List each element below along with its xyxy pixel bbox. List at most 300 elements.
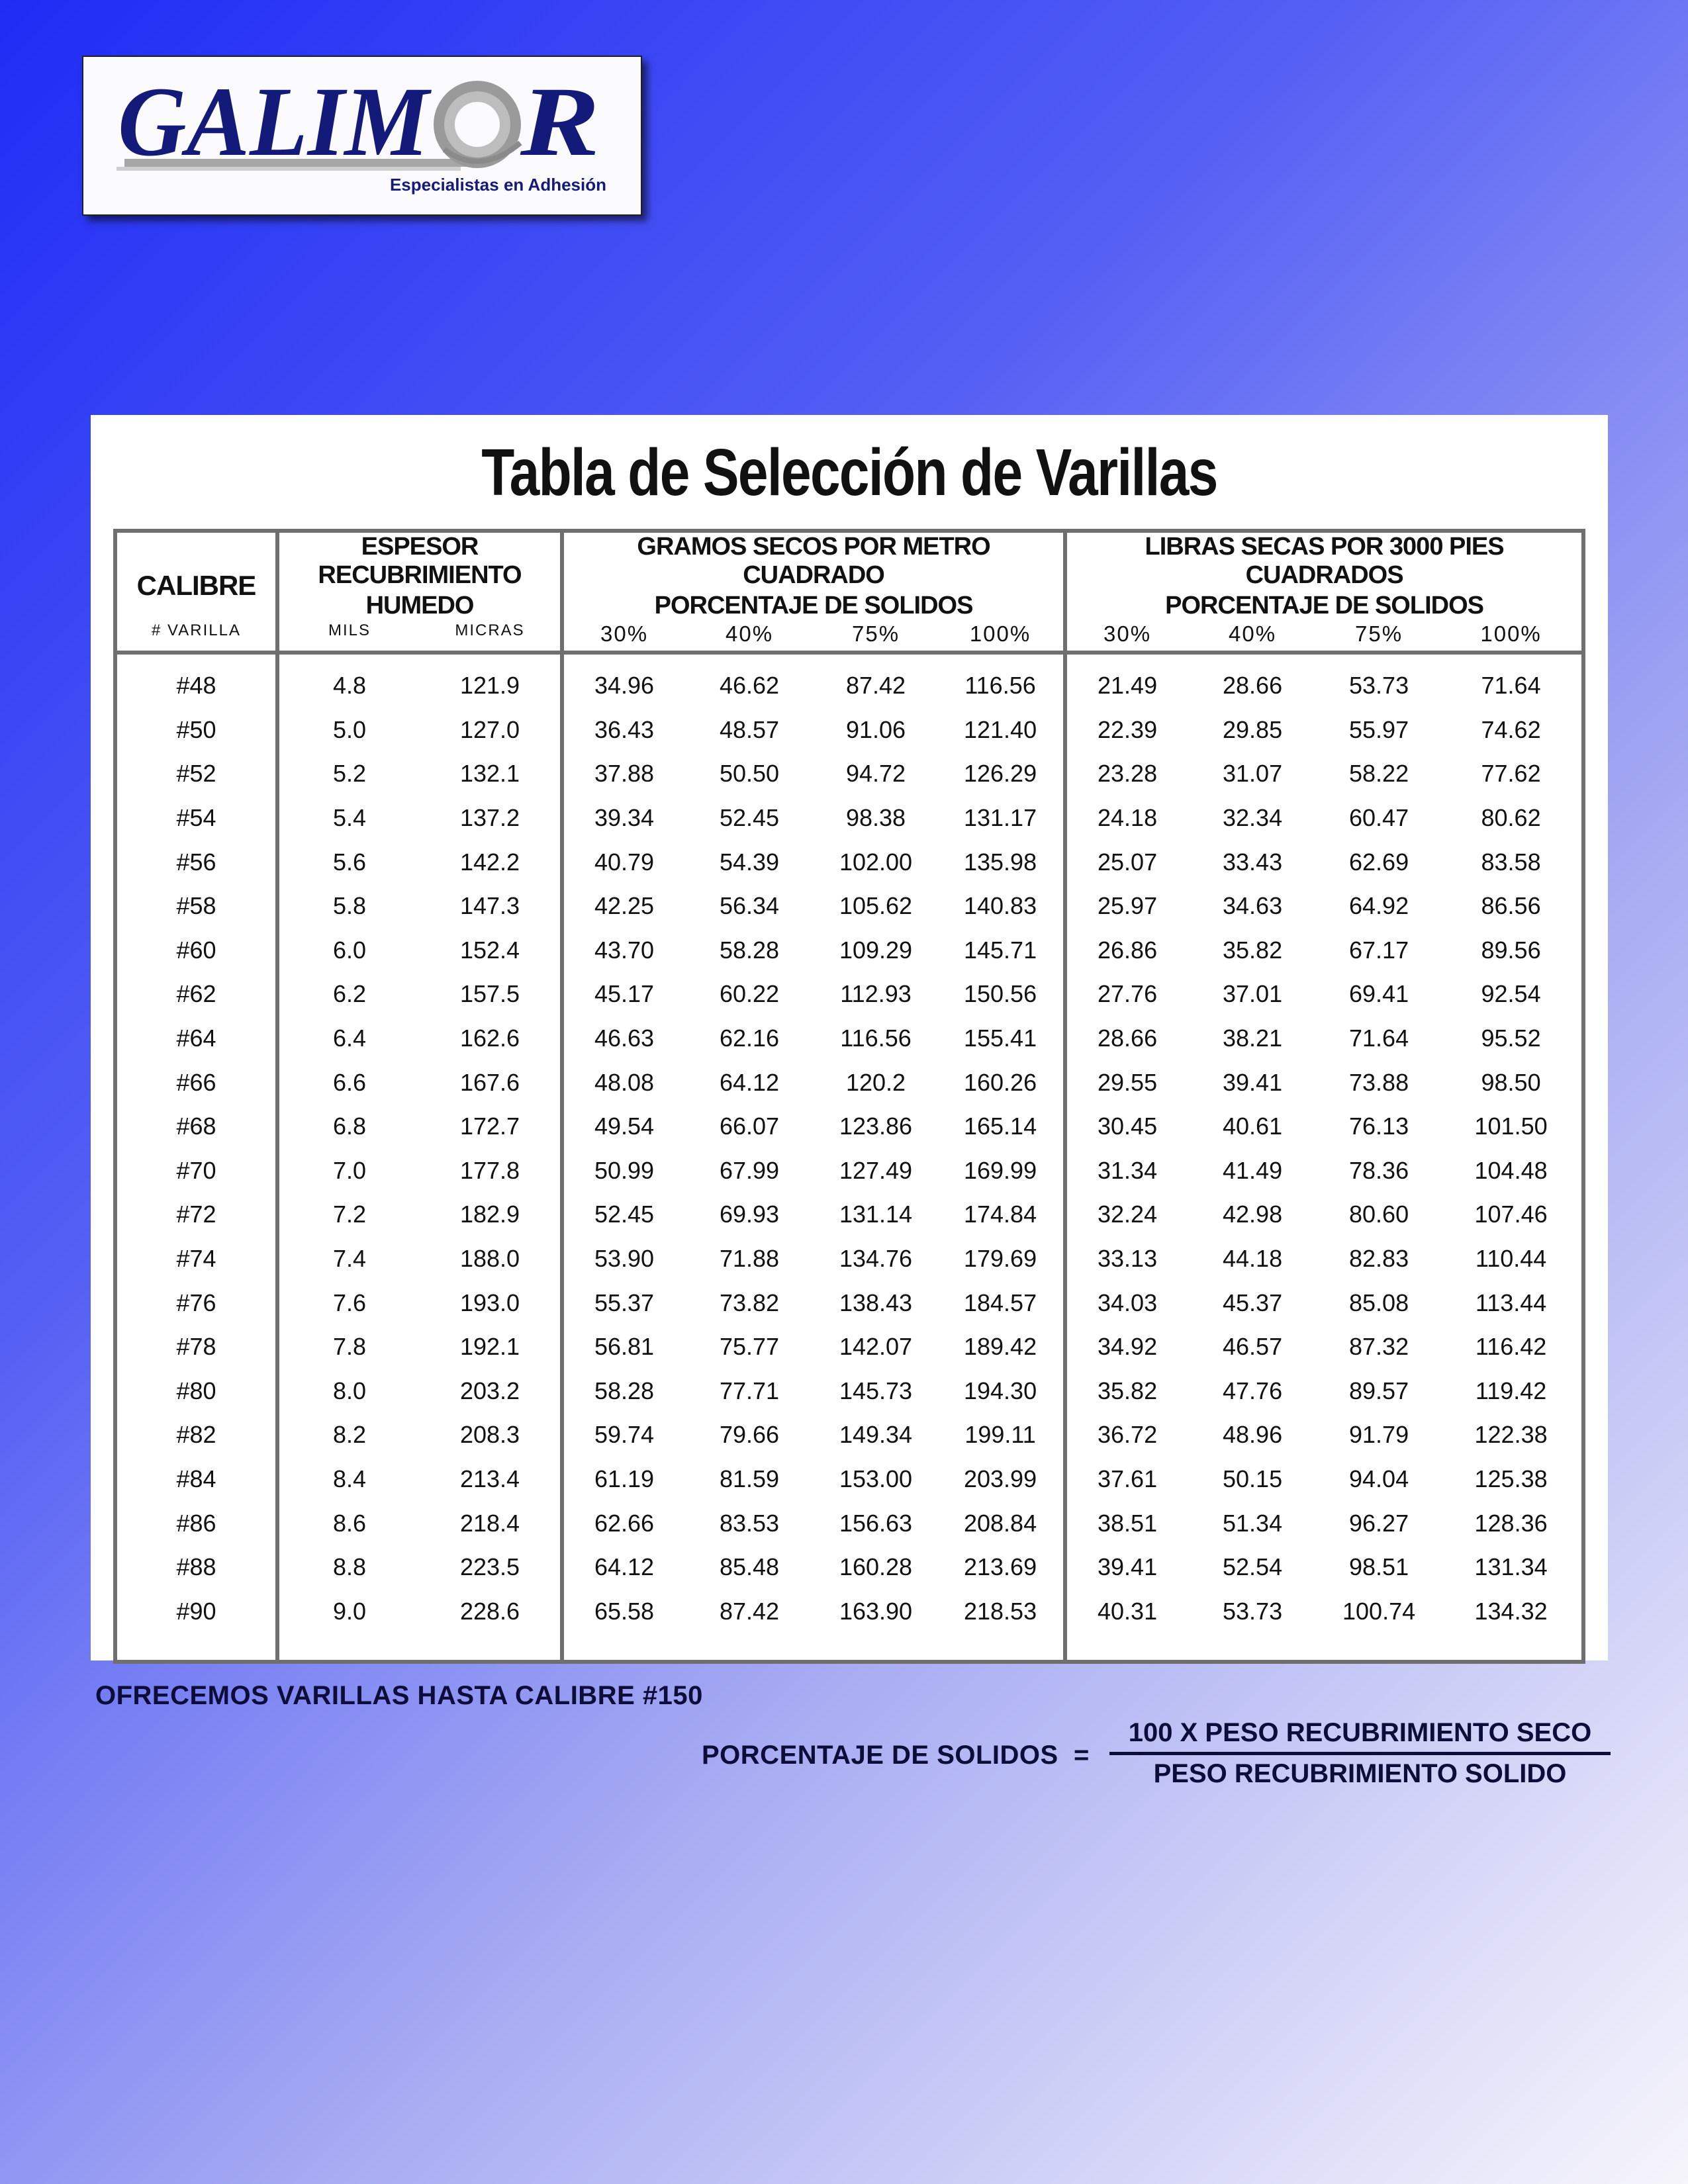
table-cell: 81.59 [719,1465,780,1492]
formula-numerator: 100 X PESO RECUBRIMIENTO SECO [1109,1718,1611,1755]
table-cell: 47.76 [1223,1377,1283,1404]
table-row [115,653,1583,708]
spacer-cell [115,1633,277,1662]
table-cell: 62.69 [1349,848,1409,876]
table-cell: 131.17 [937,796,1065,841]
table-cell: 52.54 [1223,1553,1283,1581]
table-cell: 4.8 [332,672,367,700]
galimor-logo-graphic [83,57,641,214]
page-title: Tabla de Selección de Varillas [481,435,1217,510]
table-cell: 85.08 [1349,1289,1409,1316]
header-gramos-40: 40% [684,621,814,653]
header-gramos-30: 30% [562,621,684,653]
table-cell: 21.49 [1098,672,1158,700]
table-cell: 61.19 [594,1465,655,1492]
table-cell: 6.8 [332,1113,367,1140]
table-cell: 46.63 [594,1024,655,1052]
table-cell: 44.18 [1223,1245,1283,1273]
table-cell: 74.62 [1481,715,1541,743]
table-cell: #58 [115,884,277,929]
table-cell: 56.81 [594,1333,655,1361]
table-cell: 71.64 [1349,1024,1409,1052]
table-row [115,1105,1583,1149]
spacer-cell [937,1633,1065,1662]
table-cell: 28.66 [1098,1024,1158,1052]
table-cell: 5.2 [332,760,367,788]
table-cell: 55.97 [1349,715,1409,743]
table-cell: 125.38 [1474,1465,1548,1492]
table-cell: 32.34 [1223,804,1283,832]
table-cell: 24.18 [1098,804,1158,832]
table-cell: 48.57 [719,715,780,743]
spacer-cell [1440,1633,1583,1662]
table-cell: #88 [115,1545,277,1590]
table-cell: 228.6 [420,1589,562,1633]
table-cell: 46.62 [719,672,780,700]
table-cell: 105.62 [839,892,913,920]
table-cell: 6.2 [332,980,367,1008]
table-cell: 34.92 [1098,1333,1158,1361]
table-cell: 53.73 [1223,1597,1283,1625]
table-row [115,708,1583,752]
table-cell: 113.44 [1475,1289,1547,1316]
table-cell: 76.13 [1349,1113,1409,1140]
table-cell: 33.43 [1223,848,1283,876]
table-cell: 208.3 [420,1413,562,1457]
table-cell: 28.66 [1223,672,1283,700]
table-cell: #86 [115,1501,277,1545]
formula-denominator: PESO RECUBRIMIENTO SOLIDO [1153,1759,1567,1788]
table-cell: 145.73 [839,1377,913,1404]
table-cell: 189.42 [937,1325,1065,1369]
table-row [115,972,1583,1017]
logo [82,56,642,216]
table-cell: 58.28 [719,936,780,964]
table-cell: 101.50 [1474,1113,1548,1140]
table-cell: #72 [115,1193,277,1237]
logo-brand-right: R [519,67,600,177]
table-body [115,653,1583,1662]
table-cell: 65.58 [594,1597,655,1625]
table-cell: 7.2 [332,1201,367,1228]
table-cell: 37.61 [1098,1465,1158,1492]
table-cell: 155.41 [937,1017,1065,1061]
table-cell: 58.28 [594,1377,655,1404]
table-cell: 40.31 [1098,1597,1158,1625]
table-cell: 52.45 [719,804,780,832]
table-cell: #54 [115,796,277,841]
table-cell: 110.44 [1475,1245,1547,1273]
table-cell: 7.0 [332,1156,367,1184]
table-cell: 29.55 [1098,1068,1158,1096]
table-cell: 89.56 [1481,936,1541,964]
spacer-cell [420,1633,562,1662]
header-espesor-line2: HUMEDO [277,590,562,621]
table-row [115,1545,1583,1590]
formula-fraction [1109,1718,1611,1789]
table-cell: 31.07 [1223,760,1283,788]
table-cell: 218.53 [937,1589,1065,1633]
table-cell: 41.49 [1223,1156,1283,1184]
table-cell: #52 [115,752,277,796]
table-cell: 8.0 [332,1377,367,1404]
table-cell: 55.37 [594,1289,655,1316]
spacer-cell [1065,1633,1188,1662]
table-cell: 127.0 [420,708,562,752]
table-cell: 150.56 [937,972,1065,1017]
table-cell: 31.34 [1098,1156,1158,1184]
table-cell: 95.52 [1481,1024,1541,1052]
table-cell: 107.46 [1474,1201,1548,1228]
table-cell: #60 [115,929,277,973]
table-cell: 165.14 [937,1105,1065,1149]
table-cell: 112.93 [840,980,912,1008]
table-cell: 116.42 [1475,1333,1547,1361]
header-mils: MILS [277,621,420,653]
table-cell: #50 [115,708,277,752]
table-cell: #82 [115,1413,277,1457]
table-cell: 142.07 [839,1333,913,1361]
table-cell: 137.2 [420,796,562,841]
header-espesor-line1: ESPESOR RECUBRIMIENTO [277,531,562,590]
table-cell: 23.28 [1098,760,1158,788]
table-cell: #84 [115,1457,277,1502]
table-cell: 92.54 [1481,980,1541,1008]
table-cell: 94.72 [845,760,906,788]
table-cell: 184.57 [937,1281,1065,1325]
table-cell: 156.63 [839,1509,913,1537]
table-cell: 174.84 [937,1193,1065,1237]
table-cell: 5.4 [332,804,367,832]
table-cell: 64.12 [719,1068,780,1096]
table-cell: 82.83 [1349,1245,1409,1273]
table-row [115,1325,1583,1369]
table-cell: 43.70 [594,936,655,964]
table-cell: 6.4 [332,1024,367,1052]
table-cell: 94.04 [1349,1465,1409,1492]
table-cell: 39.41 [1223,1068,1283,1096]
table-cell: 49.54 [594,1113,655,1140]
table-cell: 66.07 [719,1113,780,1140]
table-cell: 50.15 [1223,1465,1283,1492]
table-row [115,1281,1583,1325]
table-row [115,1060,1583,1105]
table-cell: 34.03 [1098,1289,1158,1316]
spacer-cell [814,1633,937,1662]
table-cell: 160.26 [937,1060,1065,1105]
table-cell: 83.58 [1481,848,1541,876]
table-cell: 35.82 [1223,936,1283,964]
table-cell: 80.62 [1481,804,1541,832]
table-cell: 135.98 [937,840,1065,884]
table-cell: #64 [115,1017,277,1061]
table-cell: 121.9 [420,653,562,708]
table-cell: 213.4 [420,1457,562,1502]
table-cell: 36.43 [594,715,655,743]
table-cell: 48.08 [594,1068,655,1096]
table-cell: 194.30 [937,1369,1065,1414]
header-libras-75: 75% [1317,621,1440,653]
logo-tape-roll-icon [434,81,521,168]
table-cell: 5.8 [332,892,367,920]
table-cell: 26.86 [1098,936,1158,964]
table-cell: 77.62 [1481,760,1541,788]
table-cell: 60.22 [719,980,780,1008]
table-cell: 91.79 [1349,1421,1409,1449]
table-cell: 69.93 [719,1201,780,1228]
spacer-cell [1188,1633,1317,1662]
table-cell: 131.14 [839,1201,913,1228]
table-cell: 7.8 [332,1333,367,1361]
header-micras: MICRAS [420,621,562,653]
table-cell: 109.29 [839,936,913,964]
table-cell: 39.41 [1098,1553,1158,1581]
table-row [115,1193,1583,1237]
table-cell: 121.40 [937,708,1065,752]
header-gramos-75: 75% [814,621,937,653]
table-cell: 38.51 [1098,1509,1158,1537]
formula-label: PORCENTAJE DE SOLIDOS = [702,1741,1090,1770]
table-cell: 69.41 [1349,980,1409,1008]
table-cell: 67.17 [1349,936,1409,964]
table-cell: 39.34 [594,804,655,832]
table-cell: 50.99 [594,1156,655,1184]
table-cell: #74 [115,1237,277,1281]
table-cell: 145.71 [937,929,1065,973]
table-cell: 34.96 [594,672,655,700]
table-row [115,796,1583,841]
table-cell: 213.69 [937,1545,1065,1590]
table-cell: 193.0 [420,1281,562,1325]
table-cell: 59.74 [594,1421,655,1449]
table-cell: 62.16 [719,1024,780,1052]
table-cell: 35.82 [1098,1377,1158,1404]
table-cell: 83.53 [719,1509,780,1537]
table-cell: 128.36 [1474,1509,1548,1537]
table-cell: 203.99 [937,1457,1065,1502]
max-calibre-note: OFRECEMOS VARILLAS HASTA CALIBRE #150 [95,1681,703,1710]
table-cell: 138.43 [839,1289,913,1316]
table-cell: 22.39 [1098,715,1158,743]
table-cell: 218.4 [420,1501,562,1545]
table-cell: 131.34 [1474,1553,1548,1581]
table-cell: 62.66 [594,1509,655,1537]
table-cell: 33.13 [1098,1245,1158,1273]
table-cell: 80.60 [1349,1201,1409,1228]
table-row [115,840,1583,884]
header-libras-30: 30% [1065,621,1188,653]
table-bottom-spacer [115,1633,1583,1662]
table-cell: 77.71 [719,1377,780,1404]
table-cell: 71.88 [719,1245,780,1273]
table-cell: 60.47 [1349,804,1409,832]
table-cell: 134.32 [1474,1597,1548,1625]
table-cell: 119.42 [1475,1377,1547,1404]
table-cell: 38.21 [1223,1024,1283,1052]
table-cell: 127.49 [839,1156,913,1184]
table-cell: #56 [115,840,277,884]
table-cell: 116.56 [840,1024,912,1052]
selection-table-panel [91,415,1608,1661]
table-cell: 86.56 [1481,892,1541,920]
table-cell: 56.34 [719,892,780,920]
table-cell: 87.42 [719,1597,780,1625]
table-cell: 54.39 [719,848,780,876]
table-cell: 223.5 [420,1545,562,1590]
table-cell: 102.00 [839,848,913,876]
table-cell: 152.4 [420,929,562,973]
table-cell: 71.64 [1481,672,1541,700]
table-cell: 29.85 [1223,715,1283,743]
table-cell: #68 [115,1105,277,1149]
table-cell: 51.34 [1223,1509,1283,1537]
table-cell: 192.1 [420,1325,562,1369]
table-cell: 37.88 [594,760,655,788]
table-cell: 87.32 [1349,1333,1409,1361]
table-cell: 199.11 [937,1413,1065,1457]
table-cell: 8.8 [332,1553,367,1581]
table-cell: 157.5 [420,972,562,1017]
table-cell: #76 [115,1281,277,1325]
table-row [115,752,1583,796]
table-cell: 45.37 [1223,1289,1283,1316]
table-cell: 169.99 [937,1149,1065,1193]
spacer-cell [562,1633,684,1662]
table-cell: 162.6 [420,1017,562,1061]
table-cell: 36.72 [1098,1421,1158,1449]
table-cell: 140.83 [937,884,1065,929]
table-cell: 52.45 [594,1201,655,1228]
table-cell: #66 [115,1060,277,1105]
table-cell: 8.2 [332,1421,367,1449]
table-cell: 6.6 [332,1068,367,1096]
table-cell: 87.42 [845,672,906,700]
table-cell: 120.2 [845,1068,906,1096]
table-cell: 98.51 [1349,1553,1409,1581]
table-cell: 208.84 [937,1501,1065,1545]
table-row [115,1017,1583,1061]
table-cell: 34.63 [1223,892,1283,920]
table-cell: 172.7 [420,1105,562,1149]
table-cell: 179.69 [937,1237,1065,1281]
table-row [115,1457,1583,1502]
table-cell: 78.36 [1349,1156,1409,1184]
table-cell: 53.90 [594,1245,655,1273]
table-cell: 153.00 [839,1465,913,1492]
table-cell: 30.45 [1098,1113,1158,1140]
table-cell: 134.76 [839,1245,913,1273]
table-cell: 203.2 [420,1369,562,1414]
table-cell: #78 [115,1325,277,1369]
table-cell: 67.99 [719,1156,780,1184]
table-cell: 122.38 [1474,1421,1548,1449]
table-cell: 48.96 [1223,1421,1283,1449]
table-cell: 147.3 [420,884,562,929]
table-cell: 25.97 [1098,892,1158,920]
table-cell: 89.57 [1349,1377,1409,1404]
table-cell: 116.56 [937,653,1065,708]
table-cell: #48 [115,653,277,708]
spacer-cell [1317,1633,1440,1662]
table-cell: 98.38 [845,804,906,832]
table-cell: 37.01 [1223,980,1283,1008]
table-cell: 53.73 [1349,672,1409,700]
table-row [115,929,1583,973]
header-libras-40: 40% [1188,621,1317,653]
table-cell: 8.4 [332,1465,367,1492]
header-libras-100: 100% [1440,621,1583,653]
table-cell: 64.92 [1349,892,1409,920]
table-cell: 96.27 [1349,1509,1409,1537]
table-cell: 167.6 [420,1060,562,1105]
spacer-cell [684,1633,814,1662]
table-cell: #62 [115,972,277,1017]
table-cell: 64.12 [594,1553,655,1581]
table-cell: 50.50 [719,760,780,788]
table-cell: 126.29 [937,752,1065,796]
table-cell: 42.98 [1223,1201,1283,1228]
table-cell: 46.57 [1223,1333,1283,1361]
table-cell: #80 [115,1369,277,1414]
table-cell: #90 [115,1589,277,1633]
table-cell: 27.76 [1098,980,1158,1008]
header-calibre: CALIBRE [115,531,277,621]
table-cell: 160.28 [839,1553,913,1581]
header-libras-line2: PORCENTAJE DE SOLIDOS [1165,591,1483,619]
table-cell: 73.82 [719,1289,780,1316]
table-cell: 25.07 [1098,848,1158,876]
table-cell: 7.6 [332,1289,367,1316]
table-cell: 7.4 [332,1245,367,1273]
table-cell: 98.50 [1481,1068,1541,1096]
table-cell: 73.88 [1349,1068,1409,1096]
header-gramos-line2: PORCENTAJE DE SOLIDOS [562,590,1065,621]
table-row [115,1413,1583,1457]
table-cell: 6.0 [332,936,367,964]
table-cell: 132.1 [420,752,562,796]
table-cell: 58.22 [1349,760,1409,788]
table-cell: 85.48 [719,1553,780,1581]
spacer-cell [277,1633,420,1662]
logo-brand-left: GALIM [118,67,432,177]
table-row [115,884,1583,929]
table-cell: 104.48 [1474,1156,1548,1184]
table-cell: 142.2 [420,840,562,884]
table-cell: 177.8 [420,1149,562,1193]
table-cell: 32.24 [1098,1201,1158,1228]
header-calibre-sub: # VARILLA [115,621,277,653]
table-cell: 8.6 [332,1509,367,1537]
table-cell: 188.0 [420,1237,562,1281]
header-gramos-line1: GRAMOS SECOS POR METRO CUADRADO [562,531,1065,590]
table-cell: 45.17 [594,980,655,1008]
table-cell: 163.90 [839,1597,913,1625]
table-cell: 91.06 [845,715,906,743]
table-row [115,1589,1583,1633]
table-cell: 5.0 [332,715,367,743]
table-cell: 123.86 [839,1113,913,1140]
table-cell: 5.6 [332,848,367,876]
table-cell: 79.66 [719,1421,780,1449]
table-row [115,1149,1583,1193]
header-libras-line1: LIBRAS SECAS POR 3000 PIES CUADRADOS [1145,533,1504,589]
table-cell: 40.61 [1223,1113,1283,1140]
table-cell: 149.34 [839,1421,913,1449]
table-row [115,1369,1583,1414]
table-cell: #70 [115,1149,277,1193]
table-cell: 100.74 [1342,1597,1416,1625]
table-cell: 9.0 [332,1597,367,1625]
